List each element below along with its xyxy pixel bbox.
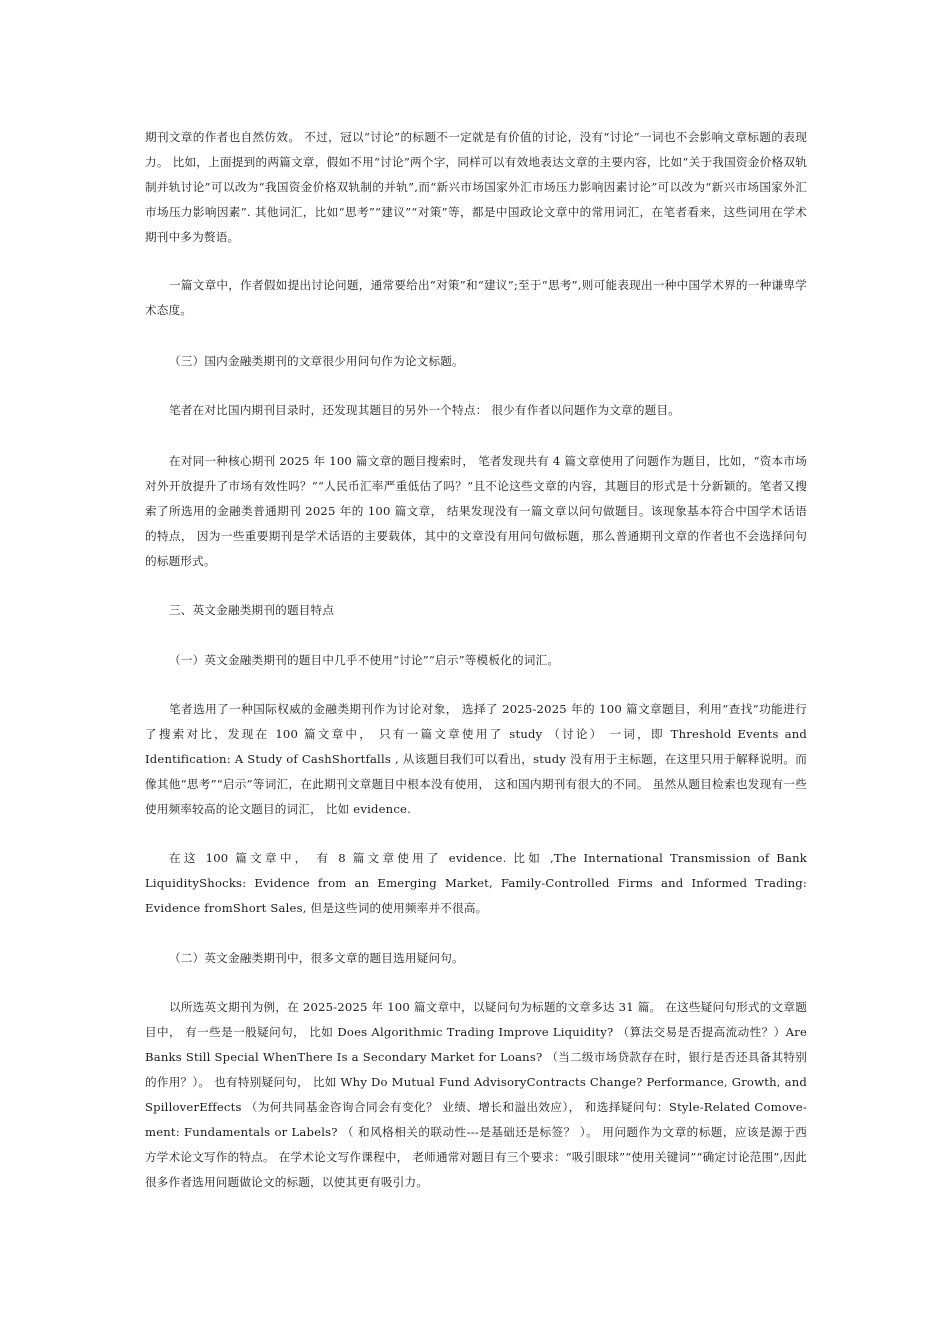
paragraph-2: 一篇文章中，作者假如提出讨论问题，通常要给出“对策”和“建议”;至于“思考”,则可能表现出一种中国学术界的一种谦卑学术态度。 xyxy=(145,278,807,317)
section-heading-1: （一）英文金融类期刊的题目中几乎不使用“讨论”“启示”等模板化的词汇。 xyxy=(169,653,560,667)
paragraph-7: 以所选英文期刊为例，在 2025-2025 年 100 篇文章中，以疑问句为标题的文章多达 31 篇。 在这些疑问句形式的文章题目中， 有一些是一般疑问句， 比如 Does Algorithmic Trading Improve Liquidity? （算法交易是否提高流动性？）Are Banks Still Special WhenThere Is a Secondary Market for Loans? （当二级市场贷款存在时，银行是否还具备其特别的作用？）。 也有特别疑问句， 比如 Why Do Mutual Fund AdvisoryContracts Change? Performance, Growth, and SpilloverEffects （为何共同基金咨询合同会有变化？ 业绩、增长和溢出效应）， 和选择疑问句：Style-Related Comove-ment: Fundamentals or Labels? （ 和风格相关的联动性---是基础还是标签？ ）。 用问题作为文章的标题，应该是源于西方学术论文写作的特点。 在学术论文写作课程中， 老师通常对题目有三个要求：“吸引眼球”“使用关键词”“确定讨论范围”,因此很多作者选用问题做论文的标题，以使其更有吸引力。 xyxy=(145,1000,807,1189)
paragraph-5: 笔者选用了一种国际权威的金融类期刊作为讨论对象， 选择了 2025-2025 年的 100 篇文章题目，利用“查找”功能进行了搜索对比，发现在 100 篇文章中， 只有一篇文章使用了 study （讨论） 一词，即 Threshold Events and Identification: A Study of CashShortfalls , 从该题目我们可以看出，study 没有用于主标题，在这里只用于解释说明。而像其他“思考”“启示”等词汇，在此期刊文章题目中根本没有使用， 这和国内期刊有很大的不同。 虽然从题目检索也发现有一些使用频率较高的论文题目的词汇， 比如 evidence. xyxy=(145,702,807,816)
section-heading-3: （三）国内金融类期刊的文章很少用问句作为论文标题。 xyxy=(169,354,464,368)
paragraph-6: 在这 100 篇文章中， 有 8 篇文章使用了 evidence. 比如 ,The International Transmission of Bank LiquidityShocks: Evidence from an Emerging Market, Family-Controlled Firms and Informed Trading: Evidence fromShort Sales, 但是这些词的使用频率并不很高。 xyxy=(145,851,807,915)
section-heading-2: （二）英文金融类期刊中，很多文章的题目选用疑问句。 xyxy=(169,951,464,965)
paragraph-4: 在对同一种核心期刊 2025 年 100 篇文章的题目搜索时， 笔者发现共有 4 篇文章使用了问题作为题目，比如，“资本市场对外开放提升了市场有效性吗？”“人民币汇率严重低估了吗？”且不论这些文章的内容，其题目的形式是十分新颖的。笔者又搜索了所选用的金融类普通期刊 2025 年的 100 篇文章， 结果发现没有一篇文章以问句做题目。该现象基本符合中国学术话语的特点， 因为一些重要期刊是学术话语的主要载体，其中的文章没有用问句做标题，那么普通期刊文章的作者也不会选择问句的标题形式。 xyxy=(145,454,807,568)
chapter-heading-3: 三、英文金融类期刊的题目特点 xyxy=(169,603,335,617)
paragraph-1: 期刊文章的作者也自然仿效。 不过，冠以“讨论”的标题不一定就是有价值的讨论，没有“讨论”一词也不会影响文章标题的表现力。 比如，上面提到的两篇文章，假如不用“讨论”两个字，同样可以有效地表达文章的主要内容，比如“关于我国资金价格双轨制并轨讨论”可以改为“我国资金价格双轨制的并轨”,而“新兴市场国家外汇市场压力影响因素讨论”可以改为“新兴市场国家外汇市场压力影响因素”. 其他词汇，比如“思考”“建议”“对策”等，都是中国政论文章中的常用词汇，在笔者看来，这些词用在学术期刊中多为赘语。 xyxy=(145,130,807,244)
paragraph-3: 笔者在对比国内期刊目录时，还发现其题目的另外一个特点： 很少有作者以问题作为文章的题目。 xyxy=(169,403,681,417)
